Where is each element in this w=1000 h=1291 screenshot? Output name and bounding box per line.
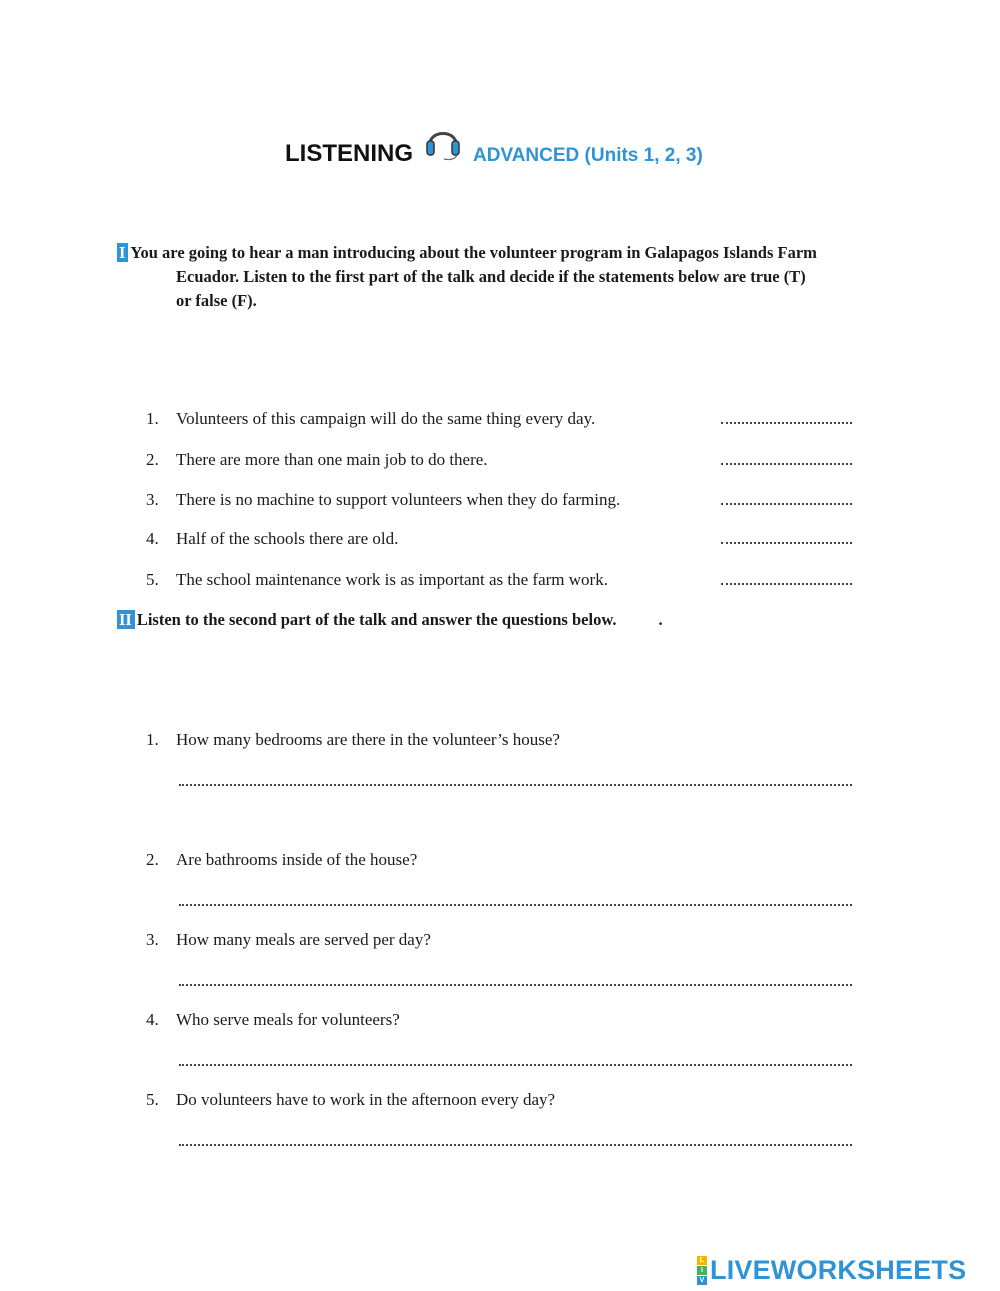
worksheet-title: LISTENING	[285, 140, 414, 167]
answer-line-1[interactable]	[179, 774, 852, 786]
logo-block: V	[697, 1276, 707, 1285]
tf-answer-blank[interactable]	[721, 569, 852, 591]
question-text: How many meals are served per day?	[176, 930, 431, 949]
section-1-instruction-line-2: Ecuador. Listen to the first part of the talk and decide if the statements below are true (T)	[176, 267, 806, 286]
tf-statement-text: There are more than one main job to do there.	[176, 450, 488, 469]
question-number: 3.	[146, 930, 159, 949]
headphones-icon	[422, 120, 464, 162]
logo-text: LIVEWORKSHEETS	[710, 1254, 967, 1285]
question-text: Are bathrooms inside of the house?	[176, 850, 418, 869]
logo-block: I	[697, 1266, 707, 1275]
tf-statement-text: The school maintenance work is as important as the farm work.	[176, 570, 608, 589]
tf-statement-number: 1.	[146, 409, 159, 428]
section-1-instruction	[117, 241, 897, 313]
tf-statement-number: 4.	[146, 529, 159, 548]
question-number: 4.	[146, 1010, 159, 1029]
section-1-instruction-line-1: You are going to hear a man introducing about the volunteer program in Galapagos Islands Farm	[130, 243, 817, 262]
question-text: Who serve meals for volunteers?	[176, 1010, 400, 1029]
section-2-trailing-dot: .	[658, 610, 663, 629]
section-2-instruction-text: Listen to the second part of the talk and answer the questions below.	[136, 610, 617, 629]
tf-answer-blank[interactable]	[721, 528, 852, 550]
section-1-instruction-line-3: or false (F).	[176, 291, 257, 310]
answer-line-3[interactable]	[179, 974, 852, 986]
answer-line-5[interactable]	[179, 1134, 852, 1146]
tf-statement-text: Volunteers of this campaign will do the same thing every day.	[176, 409, 596, 428]
answer-line-4[interactable]	[179, 1054, 852, 1066]
tf-answer-blank[interactable]	[721, 449, 852, 471]
question-text: Do volunteers have to work in the afternoon every day?	[176, 1090, 556, 1109]
tf-statement-number: 5.	[146, 570, 159, 589]
question-number: 5.	[146, 1090, 159, 1109]
question-number: 1.	[146, 730, 159, 749]
question-text: How many bedrooms are there in the volunteer’s house?	[176, 730, 560, 749]
tf-statement-number: 2.	[146, 450, 159, 469]
tf-statement-number: 3.	[146, 490, 159, 509]
tf-statement-text: Half of the schools there are old.	[176, 529, 399, 548]
tf-answer-blank[interactable]	[721, 408, 852, 430]
answer-line-2[interactable]	[179, 894, 852, 906]
liveworksheets-logo	[697, 1255, 966, 1285]
logo-blocks-icon	[697, 1256, 707, 1285]
worksheet-subtitle: ADVANCED (Units 1, 2, 3)	[473, 145, 703, 166]
tf-answer-blank[interactable]	[721, 489, 852, 511]
question-number: 2.	[146, 850, 159, 869]
tf-statement-text: There is no machine to support volunteers when they do farming.	[176, 490, 621, 509]
logo-block: L	[697, 1256, 707, 1265]
section-1-number: I	[117, 243, 128, 262]
section-2-number: II	[117, 610, 135, 629]
section-2-instruction	[117, 608, 663, 632]
